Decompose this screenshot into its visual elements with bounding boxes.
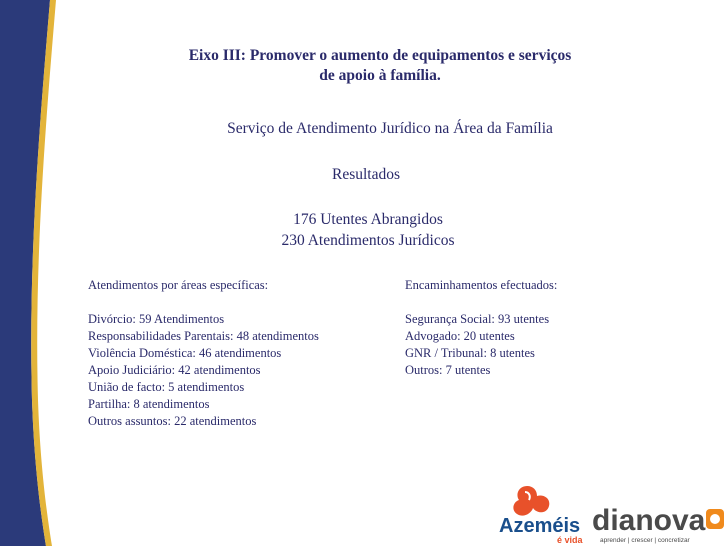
list-item: Outros: 7 utentes <box>405 363 491 377</box>
areas-list <box>88 277 378 430</box>
list-item: Advogado: 20 utentes <box>405 329 515 343</box>
list-item: Partilha: 8 atendimentos <box>88 397 210 411</box>
service-subtitle: Serviço de Atendimento Jurídico na Área da Família <box>227 120 553 137</box>
referrals-list <box>405 277 665 379</box>
results-label: Resultados <box>331 166 401 183</box>
dianova-tagline: aprender | crescer | concretizar <box>600 537 690 544</box>
stat-atendimentos: 230 Atendimentos Jurídicos <box>281 232 455 249</box>
azemeis-logo <box>497 480 589 544</box>
list-item: União de facto: 5 atendimentos <box>88 380 245 394</box>
stat-utentes: 176 Utentes Abrangidos <box>293 211 443 228</box>
list-item: Outros assuntos: 22 atendimentos <box>88 414 257 428</box>
summary-stats <box>218 209 518 251</box>
azemeis-tagline: é vida <box>557 535 583 544</box>
dianova-name: dianova <box>592 504 706 537</box>
list-item: Apoio Judiciário: 42 atendimentos <box>88 363 261 377</box>
azemeis-name: Azeméis <box>499 515 581 537</box>
list-item: GNR / Tribunal: 8 utentes <box>405 346 535 360</box>
dianova-logo <box>590 500 728 546</box>
areas-heading: Atendimentos por áreas específicas: <box>88 278 269 292</box>
slide-title-line1: Eixo III: Promover o aumento de equipamentos e serviços <box>188 47 572 64</box>
slide-title-line2: de apoio à família. <box>319 67 441 84</box>
list-item: Violência Doméstica: 46 atendimentos <box>88 346 282 360</box>
slide-title <box>120 46 640 86</box>
list-item: Segurança Social: 93 utentes <box>405 312 550 326</box>
referrals-heading: Encaminhamentos efectuados: <box>405 278 558 292</box>
list-item: Divórcio: 59 Atendimentos <box>88 312 225 326</box>
list-item: Responsabilidades Parentais: 48 atendimentos <box>88 329 319 343</box>
decorative-side-band <box>0 0 60 546</box>
